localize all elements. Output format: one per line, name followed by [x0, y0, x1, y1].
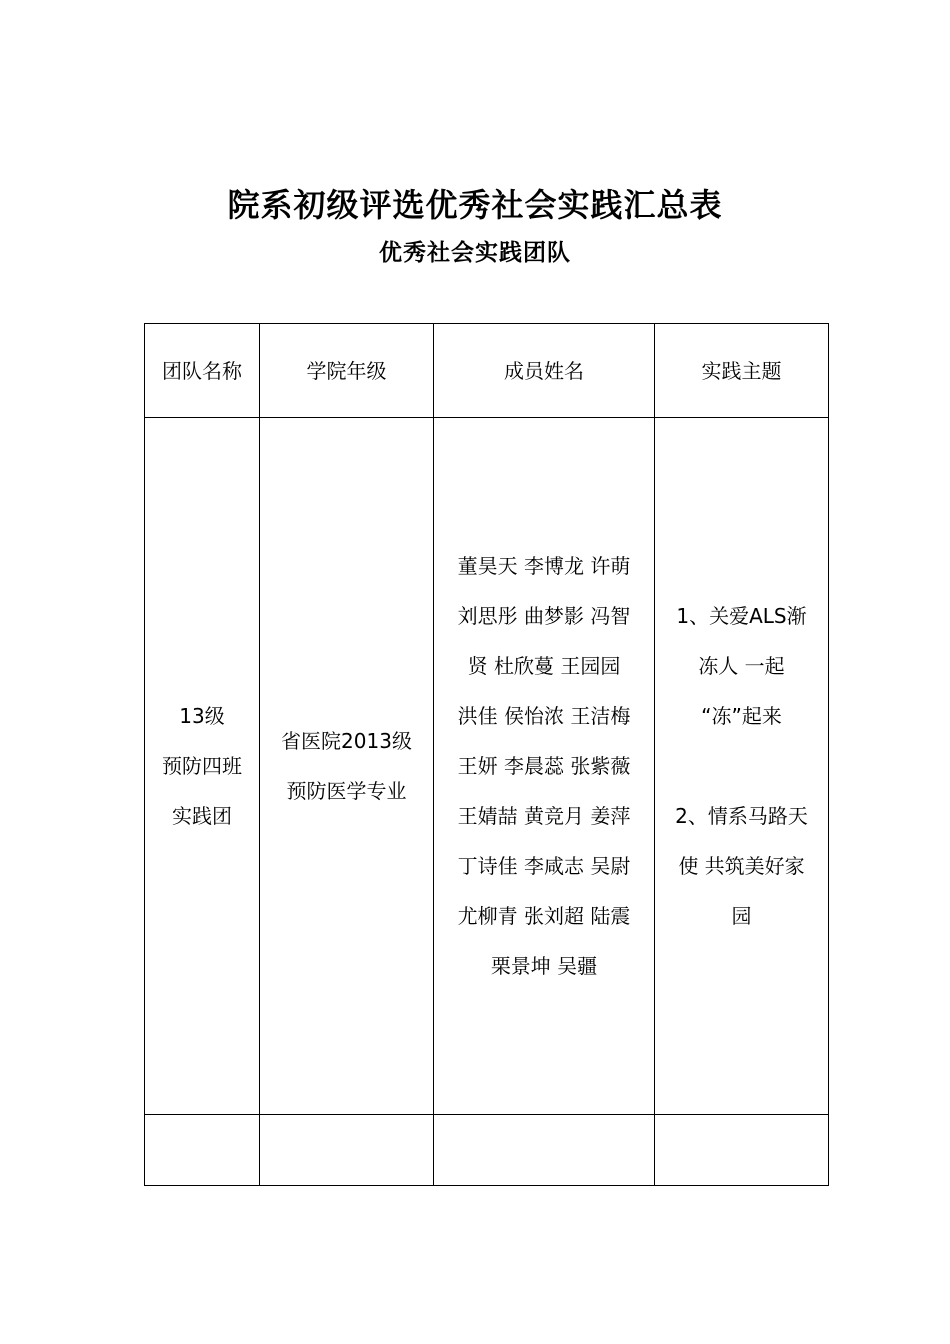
- member-names-line: 尤柳青 张刘超 陆震: [457, 904, 631, 928]
- cell-college-grade: [260, 418, 434, 1115]
- header-college-grade: 学院年级: [260, 324, 434, 418]
- member-names-line: 栗景坤 吴疆: [490, 954, 598, 978]
- theme-2-line: 园: [731, 904, 752, 928]
- cell-team-name: [145, 418, 260, 1115]
- cell-member-names: [434, 418, 655, 1115]
- empty-cell: [260, 1115, 434, 1186]
- member-names-line: 王妍 李晨蕊 张紫薇: [457, 754, 631, 778]
- theme-spacer: [661, 741, 822, 791]
- member-names-line: 贤 杜欣蔓 王园园: [467, 654, 621, 678]
- table-row-empty: [145, 1115, 829, 1186]
- team-name-line: 13级: [179, 704, 225, 728]
- team-name-line: 实践团: [172, 804, 232, 828]
- member-names-line: 董昊天 李博龙 许萌: [457, 554, 631, 578]
- college-grade-line: 预防医学专业: [286, 779, 407, 803]
- table-header-row: [145, 324, 829, 418]
- team-name-line: 预防四班: [162, 754, 242, 778]
- theme-1-line: 1、关爱ALS渐: [676, 604, 807, 628]
- header-team-name: 团队名称: [145, 324, 260, 418]
- cell-practice-theme: [655, 418, 829, 1115]
- header-practice-theme: 实践主题: [655, 324, 829, 418]
- theme-2-line: 2、情系马路天: [675, 804, 808, 828]
- member-names-line: 洪佳 侯怡浓 王洁梅: [457, 704, 631, 728]
- college-grade-line: 省医院2013级: [281, 729, 412, 753]
- header-member-names: 成员姓名: [434, 324, 655, 418]
- member-names-line: 丁诗佳 李咸志 吴尉: [457, 854, 631, 878]
- theme-2-line: 使 共筑美好家: [678, 854, 805, 878]
- member-names-line: 王婧喆 黄竞月 姜萍: [457, 804, 631, 828]
- page-title: 院系初级评选优秀社会实践汇总表: [227, 186, 723, 224]
- theme-1-line: “冻”起来: [701, 704, 782, 728]
- empty-cell: [434, 1115, 655, 1186]
- member-names-line: 刘思彤 曲梦影 冯智: [457, 604, 631, 628]
- theme-1-line: 冻人 一起: [698, 654, 785, 678]
- page-subtitle: 优秀社会实践团队: [379, 240, 571, 266]
- table-row: [145, 418, 829, 1115]
- empty-cell: [655, 1115, 829, 1186]
- summary-table: [144, 323, 829, 1186]
- empty-cell: [145, 1115, 260, 1186]
